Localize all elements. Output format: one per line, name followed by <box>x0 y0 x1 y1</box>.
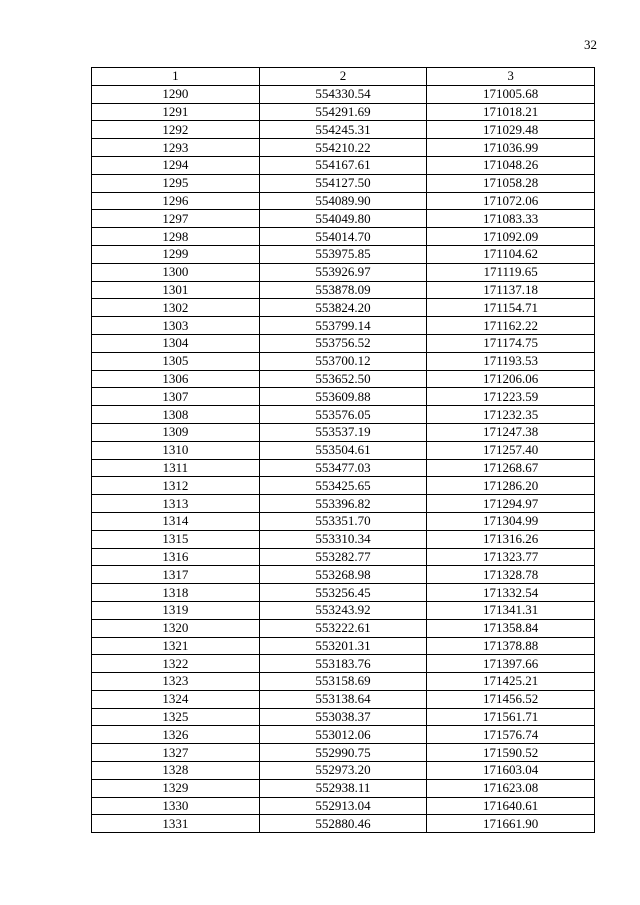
point-number-cell: 1298 <box>92 228 260 246</box>
x-coordinate-cell: 553012.06 <box>259 726 427 744</box>
table-body <box>92 85 595 832</box>
y-coordinate-cell: 171397.66 <box>427 655 595 673</box>
point-number-cell: 1293 <box>92 139 260 157</box>
y-coordinate-cell: 171358.84 <box>427 619 595 637</box>
table-row <box>92 726 595 744</box>
x-coordinate-cell: 553138.64 <box>259 690 427 708</box>
table-row <box>92 566 595 584</box>
point-number-cell: 1316 <box>92 548 260 566</box>
table-row <box>92 85 595 103</box>
x-coordinate-cell: 553609.88 <box>259 388 427 406</box>
point-number-cell: 1313 <box>92 495 260 513</box>
y-coordinate-cell: 171154.71 <box>427 299 595 317</box>
x-coordinate-cell: 553282.77 <box>259 548 427 566</box>
table-row <box>92 156 595 174</box>
y-coordinate-cell: 171206.06 <box>427 370 595 388</box>
point-number-cell: 1323 <box>92 673 260 691</box>
point-number-cell: 1304 <box>92 334 260 352</box>
table-header <box>92 68 595 86</box>
y-coordinate-cell: 171257.40 <box>427 441 595 459</box>
x-coordinate-cell: 553975.85 <box>259 245 427 263</box>
point-number-cell: 1328 <box>92 762 260 780</box>
y-coordinate-cell: 171576.74 <box>427 726 595 744</box>
x-coordinate-cell: 554049.80 <box>259 210 427 228</box>
table-row <box>92 548 595 566</box>
table-row <box>92 317 595 335</box>
table-row <box>92 210 595 228</box>
table-row <box>92 299 595 317</box>
x-coordinate-cell: 552913.04 <box>259 797 427 815</box>
table-row <box>92 495 595 513</box>
point-number-cell: 1325 <box>92 708 260 726</box>
y-coordinate-cell: 171323.77 <box>427 548 595 566</box>
point-number-cell: 1319 <box>92 601 260 619</box>
point-number-cell: 1327 <box>92 744 260 762</box>
table-row <box>92 637 595 655</box>
y-coordinate-cell: 171341.31 <box>427 601 595 619</box>
point-number-cell: 1292 <box>92 121 260 139</box>
point-number-cell: 1311 <box>92 459 260 477</box>
y-coordinate-cell: 171456.52 <box>427 690 595 708</box>
table-row <box>92 352 595 370</box>
y-coordinate-cell: 171623.08 <box>427 779 595 797</box>
x-coordinate-cell: 553926.97 <box>259 263 427 281</box>
point-number-cell: 1321 <box>92 637 260 655</box>
table-row <box>92 370 595 388</box>
x-coordinate-cell: 554245.31 <box>259 121 427 139</box>
x-coordinate-cell: 553256.45 <box>259 584 427 602</box>
table-row <box>92 263 595 281</box>
table-row <box>92 601 595 619</box>
point-number-cell: 1322 <box>92 655 260 673</box>
point-number-cell: 1329 <box>92 779 260 797</box>
point-number-cell: 1290 <box>92 85 260 103</box>
y-coordinate-cell: 171316.26 <box>427 530 595 548</box>
x-coordinate-cell: 553183.76 <box>259 655 427 673</box>
coordinates-table <box>91 67 595 833</box>
table-row <box>92 103 595 121</box>
point-number-cell: 1296 <box>92 192 260 210</box>
table-row <box>92 815 595 833</box>
x-coordinate-cell: 553477.03 <box>259 459 427 477</box>
y-coordinate-cell: 171058.28 <box>427 174 595 192</box>
y-coordinate-cell: 171048.26 <box>427 156 595 174</box>
y-coordinate-cell: 171328.78 <box>427 566 595 584</box>
table-row <box>92 121 595 139</box>
y-coordinate-cell: 171425.21 <box>427 673 595 691</box>
column-header-3: 3 <box>427 68 595 86</box>
table-row <box>92 228 595 246</box>
table-row <box>92 512 595 530</box>
y-coordinate-cell: 171304.99 <box>427 512 595 530</box>
y-coordinate-cell: 171223.59 <box>427 388 595 406</box>
y-coordinate-cell: 171232.35 <box>427 406 595 424</box>
y-coordinate-cell: 171661.90 <box>427 815 595 833</box>
table-row <box>92 690 595 708</box>
x-coordinate-cell: 553222.61 <box>259 619 427 637</box>
point-number-cell: 1307 <box>92 388 260 406</box>
point-number-cell: 1302 <box>92 299 260 317</box>
table-row <box>92 673 595 691</box>
table-row <box>92 334 595 352</box>
point-number-cell: 1317 <box>92 566 260 584</box>
table-row <box>92 584 595 602</box>
table-row <box>92 459 595 477</box>
x-coordinate-cell: 553652.50 <box>259 370 427 388</box>
y-coordinate-cell: 171104.62 <box>427 245 595 263</box>
point-number-cell: 1320 <box>92 619 260 637</box>
y-coordinate-cell: 171561.71 <box>427 708 595 726</box>
x-coordinate-cell: 553158.69 <box>259 673 427 691</box>
point-number-cell: 1312 <box>92 477 260 495</box>
x-coordinate-cell: 553243.92 <box>259 601 427 619</box>
page-number: 32 <box>584 37 597 52</box>
y-coordinate-cell: 171332.54 <box>427 584 595 602</box>
x-coordinate-cell: 554089.90 <box>259 192 427 210</box>
table-row <box>92 139 595 157</box>
point-number-cell: 1306 <box>92 370 260 388</box>
y-coordinate-cell: 171378.88 <box>427 637 595 655</box>
x-coordinate-cell: 554127.50 <box>259 174 427 192</box>
point-number-cell: 1331 <box>92 815 260 833</box>
table-row <box>92 245 595 263</box>
x-coordinate-cell: 553799.14 <box>259 317 427 335</box>
point-number-cell: 1318 <box>92 584 260 602</box>
y-coordinate-cell: 171162.22 <box>427 317 595 335</box>
table-row <box>92 797 595 815</box>
x-coordinate-cell: 554210.22 <box>259 139 427 157</box>
y-coordinate-cell: 171036.99 <box>427 139 595 157</box>
x-coordinate-cell: 553878.09 <box>259 281 427 299</box>
y-coordinate-cell: 171018.21 <box>427 103 595 121</box>
point-number-cell: 1295 <box>92 174 260 192</box>
y-coordinate-cell: 171268.67 <box>427 459 595 477</box>
y-coordinate-cell: 171174.75 <box>427 334 595 352</box>
table-row <box>92 281 595 299</box>
x-coordinate-cell: 553700.12 <box>259 352 427 370</box>
x-coordinate-cell: 554330.54 <box>259 85 427 103</box>
point-number-cell: 1301 <box>92 281 260 299</box>
table-row <box>92 477 595 495</box>
point-number-cell: 1300 <box>92 263 260 281</box>
table-row <box>92 779 595 797</box>
x-coordinate-cell: 553310.34 <box>259 530 427 548</box>
y-coordinate-cell: 171092.09 <box>427 228 595 246</box>
table-row <box>92 388 595 406</box>
x-coordinate-cell: 552938.11 <box>259 779 427 797</box>
y-coordinate-cell: 171119.65 <box>427 263 595 281</box>
point-number-cell: 1294 <box>92 156 260 174</box>
point-number-cell: 1308 <box>92 406 260 424</box>
x-coordinate-cell: 554014.70 <box>259 228 427 246</box>
point-number-cell: 1305 <box>92 352 260 370</box>
table-row <box>92 619 595 637</box>
point-number-cell: 1303 <box>92 317 260 335</box>
column-header-1: 1 <box>92 68 260 86</box>
x-coordinate-cell: 552973.20 <box>259 762 427 780</box>
point-number-cell: 1299 <box>92 245 260 263</box>
x-coordinate-cell: 553201.31 <box>259 637 427 655</box>
point-number-cell: 1310 <box>92 441 260 459</box>
x-coordinate-cell: 554167.61 <box>259 156 427 174</box>
table-row <box>92 406 595 424</box>
table-row <box>92 744 595 762</box>
point-number-cell: 1315 <box>92 530 260 548</box>
y-coordinate-cell: 171029.48 <box>427 121 595 139</box>
x-coordinate-cell: 553268.98 <box>259 566 427 584</box>
x-coordinate-cell: 553351.70 <box>259 512 427 530</box>
y-coordinate-cell: 171072.06 <box>427 192 595 210</box>
y-coordinate-cell: 171005.68 <box>427 85 595 103</box>
point-number-cell: 1309 <box>92 423 260 441</box>
table-row <box>92 530 595 548</box>
table-row <box>92 423 595 441</box>
column-header-2: 2 <box>259 68 427 86</box>
y-coordinate-cell: 171083.33 <box>427 210 595 228</box>
y-coordinate-cell: 171137.18 <box>427 281 595 299</box>
x-coordinate-cell: 553425.65 <box>259 477 427 495</box>
table-row <box>92 441 595 459</box>
table-row <box>92 708 595 726</box>
x-coordinate-cell: 553824.20 <box>259 299 427 317</box>
y-coordinate-cell: 171286.20 <box>427 477 595 495</box>
point-number-cell: 1326 <box>92 726 260 744</box>
table-row <box>92 655 595 673</box>
x-coordinate-cell: 553504.61 <box>259 441 427 459</box>
x-coordinate-cell: 554291.69 <box>259 103 427 121</box>
point-number-cell: 1297 <box>92 210 260 228</box>
y-coordinate-cell: 171590.52 <box>427 744 595 762</box>
x-coordinate-cell: 553756.52 <box>259 334 427 352</box>
x-coordinate-cell: 553038.37 <box>259 708 427 726</box>
header-row <box>92 68 595 86</box>
y-coordinate-cell: 171603.04 <box>427 762 595 780</box>
table-row <box>92 762 595 780</box>
y-coordinate-cell: 171247.38 <box>427 423 595 441</box>
table-row <box>92 192 595 210</box>
x-coordinate-cell: 553396.82 <box>259 495 427 513</box>
x-coordinate-cell: 552880.46 <box>259 815 427 833</box>
point-number-cell: 1314 <box>92 512 260 530</box>
y-coordinate-cell: 171640.61 <box>427 797 595 815</box>
x-coordinate-cell: 553537.19 <box>259 423 427 441</box>
point-number-cell: 1291 <box>92 103 260 121</box>
x-coordinate-cell: 552990.75 <box>259 744 427 762</box>
point-number-cell: 1324 <box>92 690 260 708</box>
point-number-cell: 1330 <box>92 797 260 815</box>
y-coordinate-cell: 171193.53 <box>427 352 595 370</box>
y-coordinate-cell: 171294.97 <box>427 495 595 513</box>
table-row <box>92 174 595 192</box>
x-coordinate-cell: 553576.05 <box>259 406 427 424</box>
